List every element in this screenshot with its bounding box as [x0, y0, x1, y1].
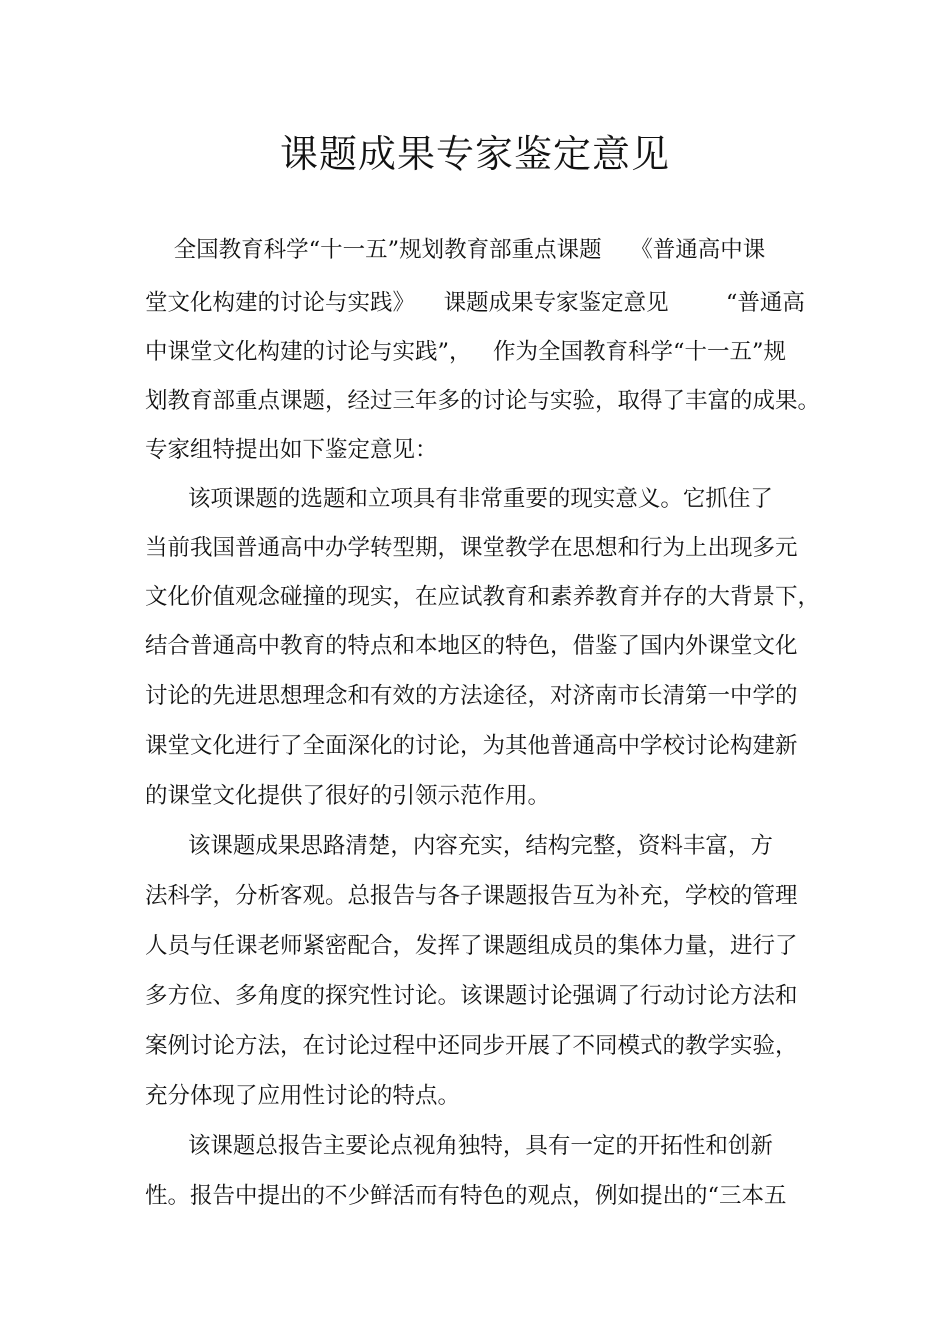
- body-line: 全国教育科学“十一五”规划教育部重点课题 《普通高中课: [145, 237, 766, 263]
- body-line: 课堂文化进行了全面深化的讨论，为其他普通高中学校讨论构建新: [145, 733, 798, 759]
- body-line: 讨论的先进思想理念和有效的方法途径，对济南市长清第一中学的: [145, 683, 798, 709]
- body-line: 多方位、多角度的探究性讨论。该课题讨论强调了行动讨论方法和: [145, 983, 798, 1009]
- page-title: 课题成果专家鉴定意见: [279, 132, 670, 176]
- body-line: 该项课题的选题和立项具有非常重要的现实意义。它抓住了: [145, 486, 773, 512]
- body-line: 充分体现了应用性讨论的特点。: [145, 1083, 461, 1109]
- body-line: 该课题成果思路清楚，内容充实，结构完整，资料丰富，方: [145, 833, 773, 859]
- body-line: 案例讨论方法，在讨论过程中还同步开展了不同模式的教学实验，: [145, 1033, 798, 1059]
- body-line: 中课堂文化构建的讨论与实践”， 作为全国教育科学“十一五”规: [145, 339, 786, 365]
- body-line: 划教育部重点课题，经过三年多的讨论与实验，取得了丰富的成果。: [145, 388, 821, 414]
- body-line: 该课题总报告主要论点视角独特，具有一定的开拓性和创新: [145, 1133, 773, 1159]
- body-line: 堂文化构建的讨论与实践》 课题成果专家鉴定意见 “普通高: [145, 290, 805, 316]
- body-line: 的课堂文化提供了很好的引领示范作用。: [145, 783, 551, 809]
- body-line: 专家组特提出如下鉴定意见：: [145, 437, 438, 463]
- body-line: 文化价值观念碰撞的现实，在应试教育和素养教育并存的大背景下，: [145, 584, 821, 610]
- body-line: 当前我国普通高中办学转型期，课堂教学在思想和行为上出现多元: [145, 535, 798, 561]
- body-line: 结合普通高中教育的特点和本地区的特色，借鉴了国内外课堂文化: [145, 633, 798, 659]
- body-line: 法科学，分析客观。总报告与各子课题报告互为补充，学校的管理: [145, 883, 798, 909]
- body-line: 人员与任课老师紧密配合，发挥了课题组成员的集体力量，进行了: [145, 933, 798, 959]
- body-line: 性。报告中提出的不少鲜活而有特色的观点，例如提出的“三本五: [145, 1183, 787, 1209]
